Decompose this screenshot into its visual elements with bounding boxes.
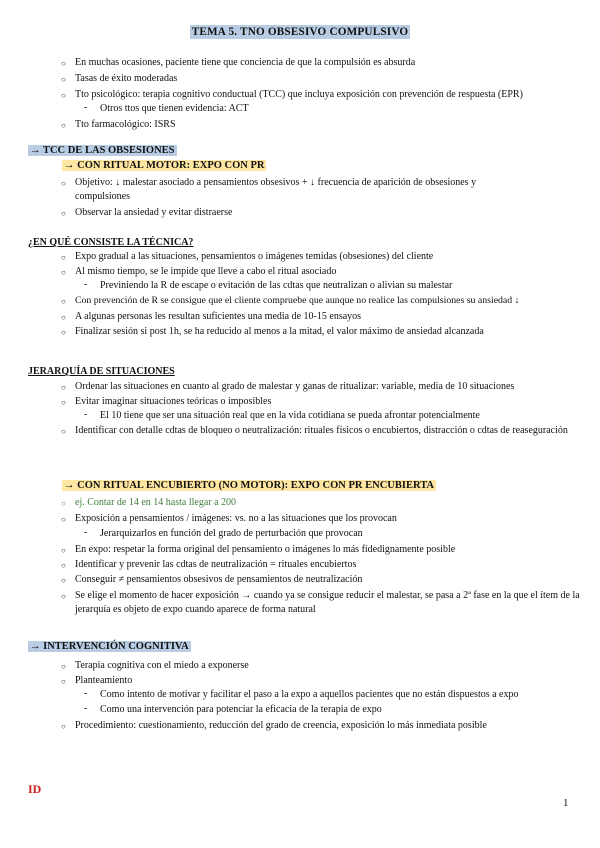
bullet-icon: ○ (61, 253, 66, 262)
subsection-header-ritual-motor: → CON RITUAL MOTOR: EXPO CON PR (64, 160, 265, 171)
list-item: Planteamiento (75, 675, 133, 686)
list-item: Identificar y prevenir las cdtas de neutralización = rituales encubiertos (75, 559, 357, 570)
bullet-icon: ○ (61, 75, 66, 84)
bullet-icon: ○ (61, 398, 66, 407)
dash-icon: - (84, 409, 88, 420)
list-item: Tto psicológico: terapia cognitivo conductual (TCC) que incluya exposición con prevención de respuesta (EPR) (75, 89, 523, 100)
list-item: Expo gradual a las situaciones, pensamientos o imágenes temidas (obsesiones) del cliente (75, 251, 434, 262)
list-item: Procedimiento: cuestionamiento, reducción del grado de creencia, exposición lo más inmediata posible (75, 720, 487, 731)
bullet-icon: ○ (61, 427, 66, 436)
section-header-tecnica: ¿EN QUÉ CONSISTE LA TÉCNICA? (28, 237, 194, 248)
dash-icon: - (84, 279, 88, 290)
bullet-icon: ○ (61, 383, 66, 392)
bullet-icon: ○ (61, 328, 66, 337)
list-item: Finalizar sesión si post 1h, se ha reducido al menos a la mitad, el valor máximo de ansiedad alcanzada (75, 326, 484, 337)
dash-icon: - (84, 102, 88, 113)
bullet-icon: ○ (61, 179, 66, 188)
list-item: Terapia cognitiva con el miedo a exponerse (75, 660, 249, 671)
list-item: Identificar con detalle cdtas de bloqueo o neutralización: rituales físicos o encubiertos, distracción o cdtas de reaseguración (75, 425, 568, 436)
bullet-icon: ○ (61, 268, 66, 277)
sub-list-item: Otros ttos que tienen evidencia: ACT (100, 103, 249, 114)
example-item: ej. Contar de 14 en 14 hasta llegar a 200 (75, 497, 237, 508)
list-item: A algunas personas les resultan suficientes una media de 10-15 ensayos (75, 311, 362, 322)
bullet-icon: ○ (61, 209, 66, 218)
list-item: Exposición a pensamientos / imágenes: vs. no a las situaciones que los provocan (75, 513, 397, 524)
bullet-icon: ○ (61, 662, 66, 671)
list-item: Evitar imaginar situaciones teóricas o imposibles (75, 396, 272, 407)
bullet-icon: ○ (61, 677, 66, 686)
dash-icon: - (84, 703, 88, 714)
section-header-cognitiva: → INTERVENCIÓN COGNITIVA (30, 641, 189, 652)
sub-list-item: Como intento de motivar y facilitar el paso a la expo a aquellos pacientes que no están dispuestos a expo (100, 689, 519, 700)
list-item: Con prevención de R se consigue que el cliente compruebe que aunque no realice las compulsiones su ansiedad ↓ (75, 295, 520, 306)
list-item: En muchas ocasiones, paciente tiene que conciencia de que la compulsión es absurda (75, 57, 416, 68)
list-item: En expo: respetar la forma original del pensamiento o imágenes lo más fidedignamente posible (75, 544, 456, 555)
list-item: Observar la ansiedad y evitar distraerse (75, 207, 233, 218)
section-header-tcc: → TCC DE LAS OBSESIONES (30, 145, 175, 156)
id-watermark: ID (28, 782, 42, 796)
section-header-jerarquia: JERARQUÍA DE SITUACIONES (28, 366, 175, 377)
list-item: Ordenar las situaciones en cuanto al grado de malestar y ganas de ritualizar: variable, media de 10 situaciones (75, 381, 515, 392)
sub-list-item: El 10 tiene que ser una situación real que en la vida cotidiana se pueda afrontar potencialmente (100, 410, 480, 421)
bullet-icon: ○ (61, 561, 66, 570)
bullet-icon: ○ (61, 499, 66, 508)
page-title: TEMA 5. TNO OBSESIVO COMPULSIVO (191, 26, 409, 38)
sub-list-item: Jerarquizarlos en función del grado de perturbación que provocan (100, 528, 363, 539)
bullet-icon: ○ (61, 515, 66, 524)
page-number: 1 (563, 797, 569, 809)
bullet-icon: ○ (61, 297, 66, 306)
bullet-icon: ○ (61, 546, 66, 555)
bullet-icon: ○ (61, 592, 66, 601)
sub-list-item: Previniendo la R de escape o evitación de las cdtas que neutralizan o alivian su malestar (100, 280, 453, 291)
bullet-icon: ○ (61, 722, 66, 731)
bullet-icon: ○ (61, 59, 66, 68)
list-item: Tasas de éxito moderadas (75, 73, 178, 84)
list-item: Tto farmacológico: ISRS (75, 119, 176, 130)
list-item: Se elige el momento de hacer exposición → cuando ya se consigue reducir el malestar, se pasa a 2ª fase en la que el ítem de la jerarquía es objeto de expo cuando aparece de forma natural (75, 590, 580, 615)
list-item: Al mismo tiempo, se le impide que lleve a cabo el ritual asociado (75, 266, 337, 277)
dash-icon: - (84, 527, 88, 538)
sub-list-item: Como una intervención para potenciar la eficacia de la terapia de expo (100, 704, 382, 715)
list-item: Conseguir ≠ pensamientos obsesivos de pensamientos de neutralización (75, 574, 363, 585)
bullet-icon: ○ (61, 313, 66, 322)
bullet-icon: ○ (61, 91, 66, 100)
subsection-header-ritual-encubierto: → CON RITUAL ENCUBIERTO (NO MOTOR): EXPO CON PR ENCUBIERTA (64, 480, 435, 491)
bullet-icon: ○ (61, 576, 66, 585)
bullet-icon: ○ (61, 121, 66, 130)
list-item: Objetivo: ↓ malestar asociado a pensamientos obsesivos + ↓ frecuencia de aparición de obsesiones y compulsiones (75, 177, 477, 202)
dash-icon: - (84, 688, 88, 699)
